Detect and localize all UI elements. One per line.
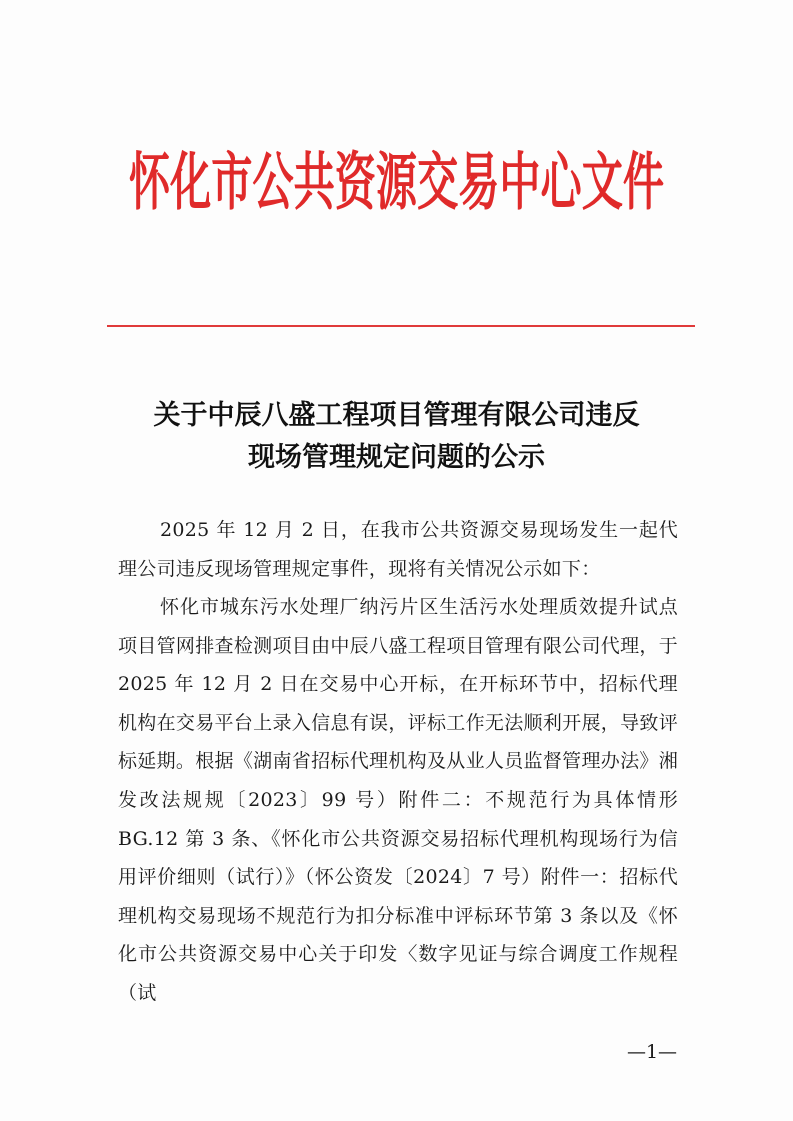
masthead-title: 怀化市公共资源交易中心文件 [128, 145, 665, 219]
red-divider-line [107, 325, 695, 327]
page-number: —1— [626, 1041, 678, 1063]
notice-title-line-1: 关于中辰八盛工程项目管理有限公司违反 [153, 400, 640, 431]
notice-title-line-2: 现场管理规定问题的公示 [248, 442, 545, 473]
body-paragraph-2: 怀化市城东污水处理厂纳污片区生活污水处理质效提升试点项目管网排查检测项目由中辰八盛工程项目管理有限公司代理，于 2025 年 12 月 2 日在交易中心开标，在开标环节中，招标代理机构在交易平台上录入信息有误，评标工作无法顺利开展，导致评标延期。根据《湖南省招标代理机构及从业人员监督管理办法》湘发改法规规〔2023〕99 号）附件二：不规范行为具体情形 BG.12 第 3 条、《怀化市公共资源交易招标代理机构现场行为信用评价细则（试行）》（怀公资发〔2024〕7 号）附件一：招标代理机构交易现场不规范行为扣分标准中评标环节第 3 条以及《怀化市公共资源交易中心关于印发〈数字见证与综合调度工作规程（试 [118, 596, 678, 1004]
body-paragraph-1: 2025 年 12 月 2 日，在我市公共资源交易现场发生一起代理公司违反现场管理规定事件，现将有关情况公示如下： [118, 519, 678, 580]
